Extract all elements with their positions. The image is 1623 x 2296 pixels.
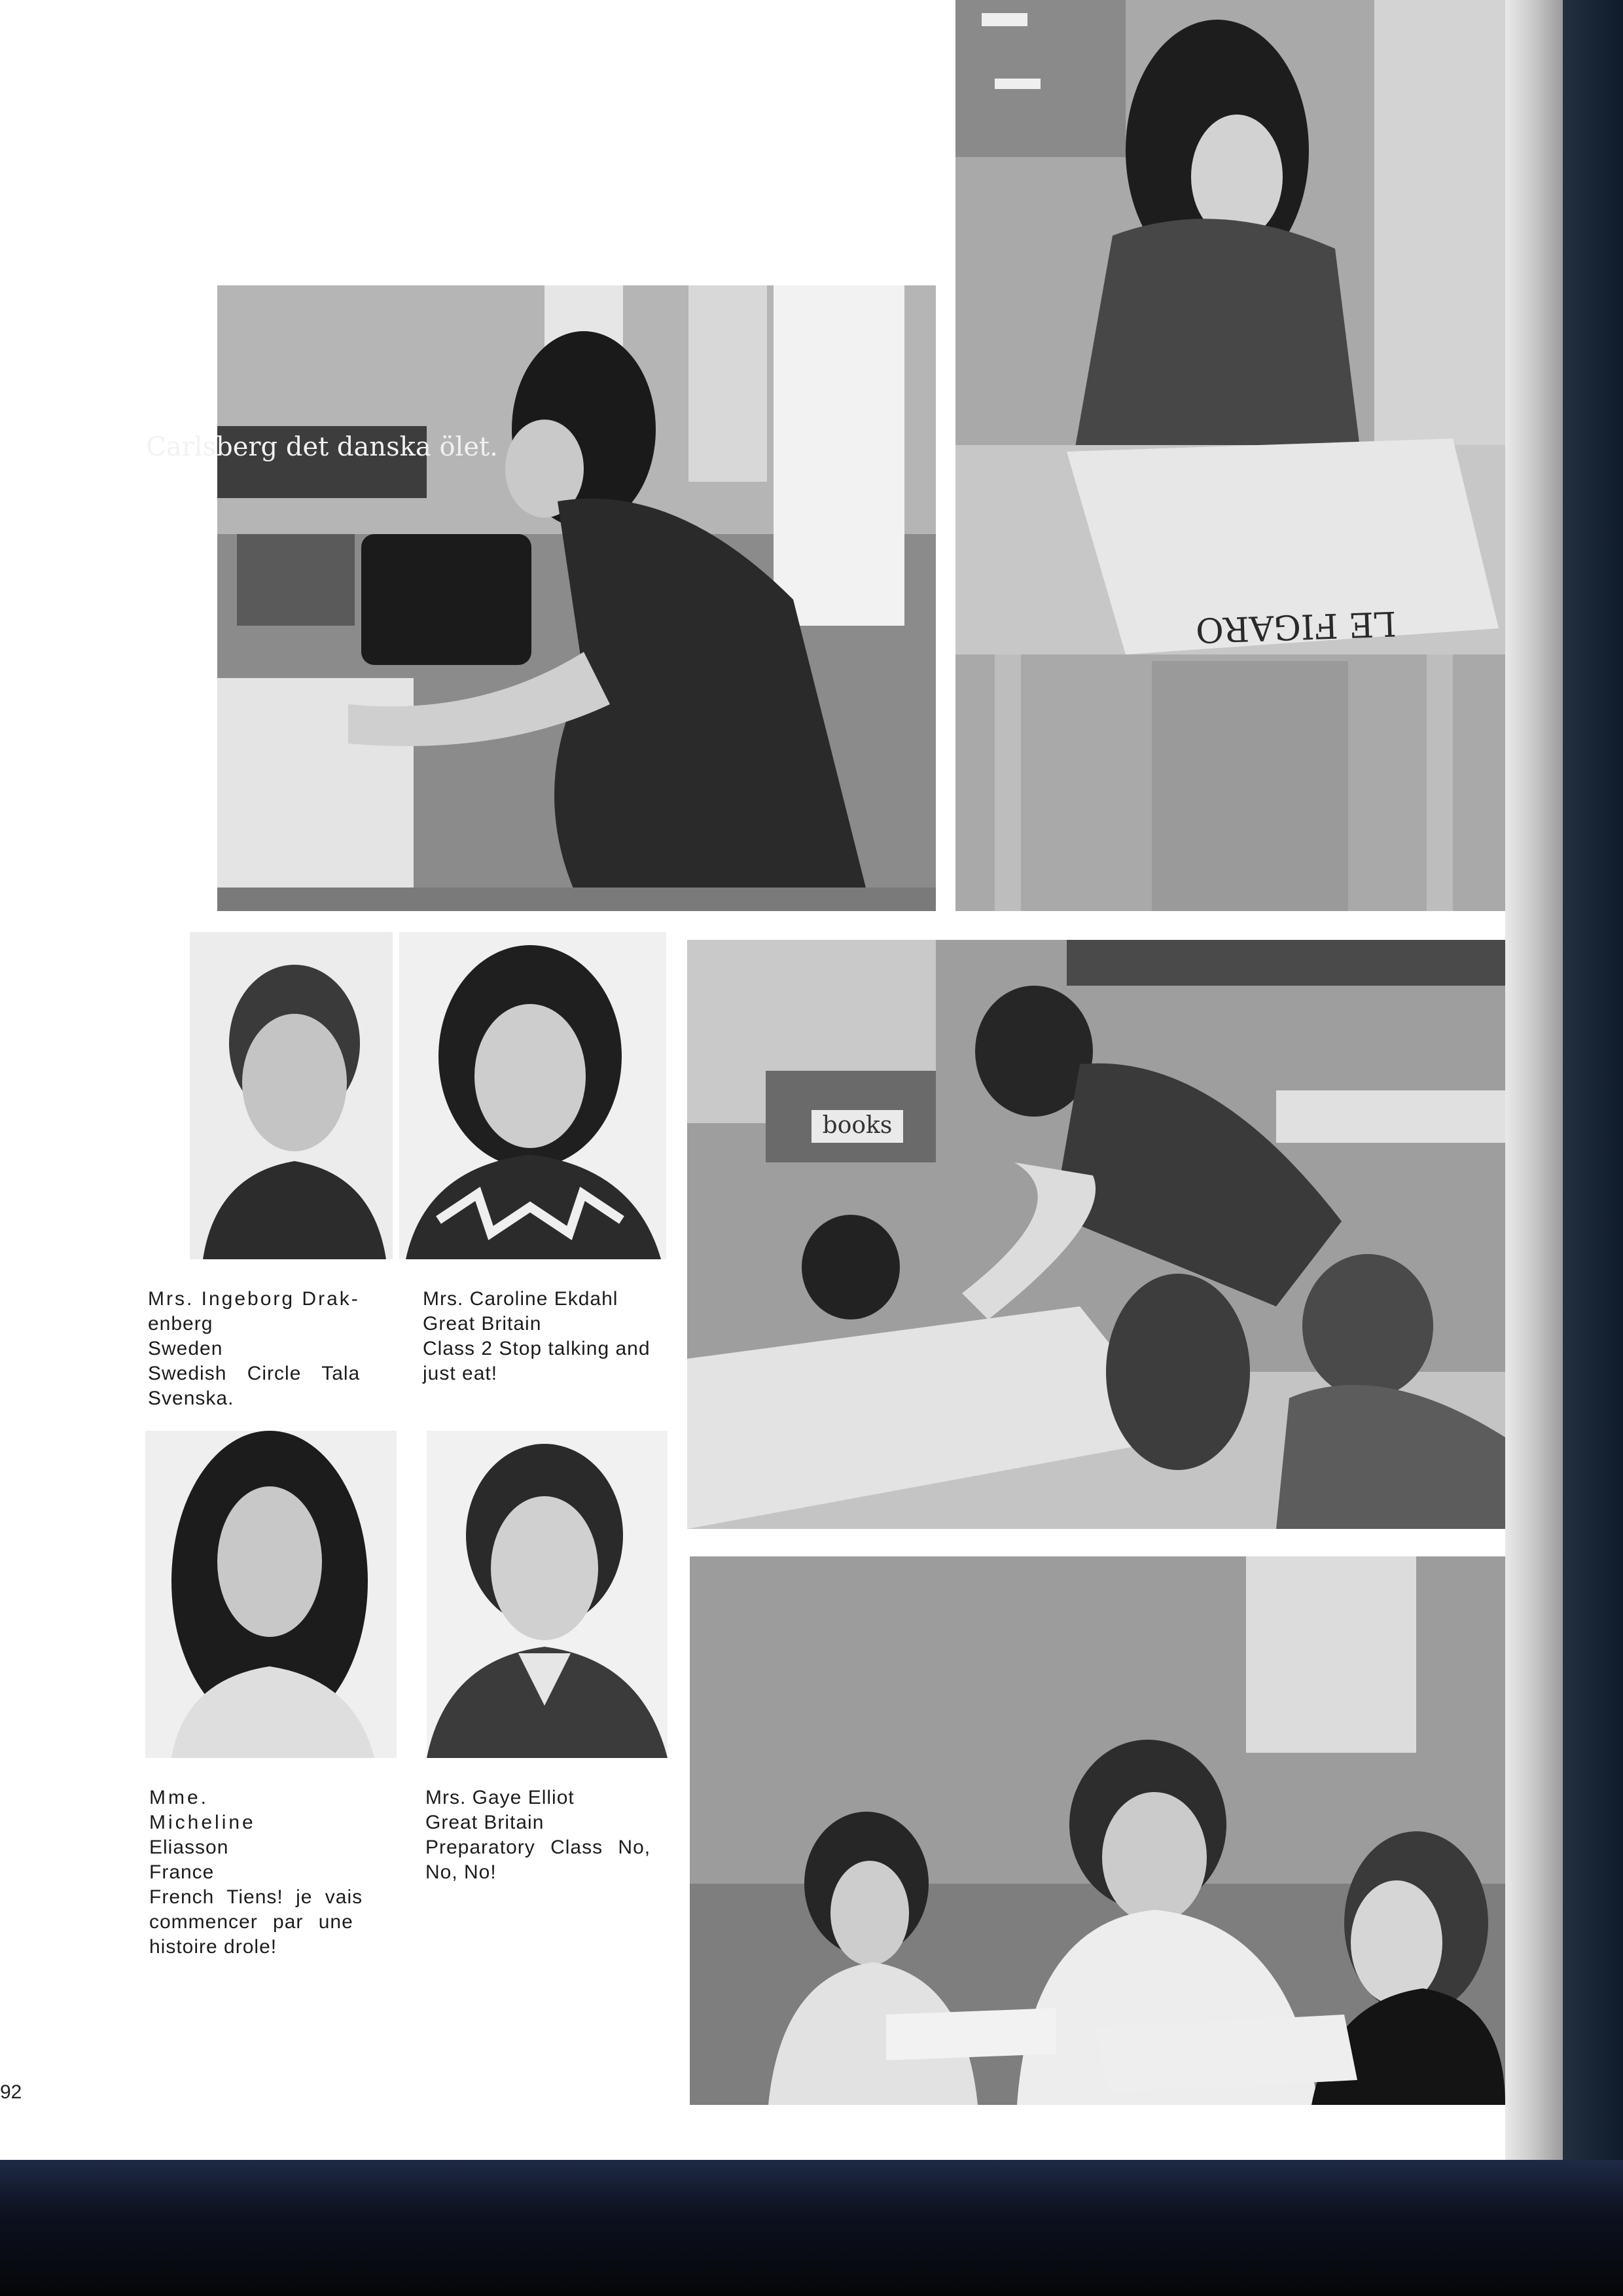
teacher-country: Sweden [148, 1338, 223, 1359]
scan-background [0, 2160, 1623, 2296]
teacher-name: Mrs. Ingeborg Drak- [148, 1288, 360, 1310]
page-number: 92 [0, 2081, 22, 2103]
page-edge [1505, 0, 1564, 2160]
teacher-country: France [149, 1861, 215, 1883]
photo-teacher-reading-with-children [690, 1556, 1505, 2105]
teacher-name: Mrs. Caroline Ekdahl [423, 1288, 618, 1310]
teacher-country: Great Britain [423, 1313, 542, 1335]
teacher-subject-continued: commencer par une [149, 1911, 353, 1933]
books-sign: books [822, 1112, 893, 1139]
newspaper-masthead: LE FIGARO [1195, 603, 1397, 650]
photo-teacher-with-newspaper [955, 0, 1505, 911]
photo-classroom-painting [687, 940, 1505, 1529]
teacher-subject: Swedish Circle Tala [148, 1363, 361, 1384]
teacher-country: Great Britain [425, 1812, 544, 1833]
teacher-subject: Class 2 Stop talking and [423, 1338, 651, 1359]
teacher-subject-continued: just eat! [423, 1363, 498, 1384]
teacher-name-continued: Eliasson [149, 1837, 229, 1858]
caption-gaye-elliot [425, 1785, 671, 1885]
carlsberg-sign: Carlsberg det danska ölet. [146, 432, 498, 462]
teacher-subject: Preparatory Class No, [425, 1837, 651, 1858]
teacher-name [149, 1785, 393, 1835]
book-spine [1563, 0, 1623, 2160]
teacher-name-text: Mme. Micheline [149, 1787, 302, 1833]
teacher-name-continued: enberg [148, 1313, 213, 1335]
teacher-subject: French Tiens! je vais [149, 1886, 363, 1908]
teacher-name: Mrs. Gaye Elliot [425, 1787, 575, 1808]
portrait-caroline-ekdahl [399, 932, 666, 1259]
teacher-subject-continued: No, No! [425, 1861, 497, 1883]
portrait-ingeborg-drakenberg [190, 932, 393, 1259]
teacher-subject-continued: Svenska. [148, 1388, 234, 1409]
portrait-gaye-elliot [427, 1431, 668, 1758]
caption-caroline-ekdahl [423, 1287, 671, 1386]
portrait-micheline-eliasson [145, 1431, 397, 1758]
teacher-subject-continued-2: histoire drole! [149, 1936, 277, 1958]
caption-ingeborg-drakenberg [148, 1287, 394, 1411]
caption-micheline-eliasson [149, 1785, 393, 1960]
photo-teacher-at-desk [146, 285, 936, 911]
